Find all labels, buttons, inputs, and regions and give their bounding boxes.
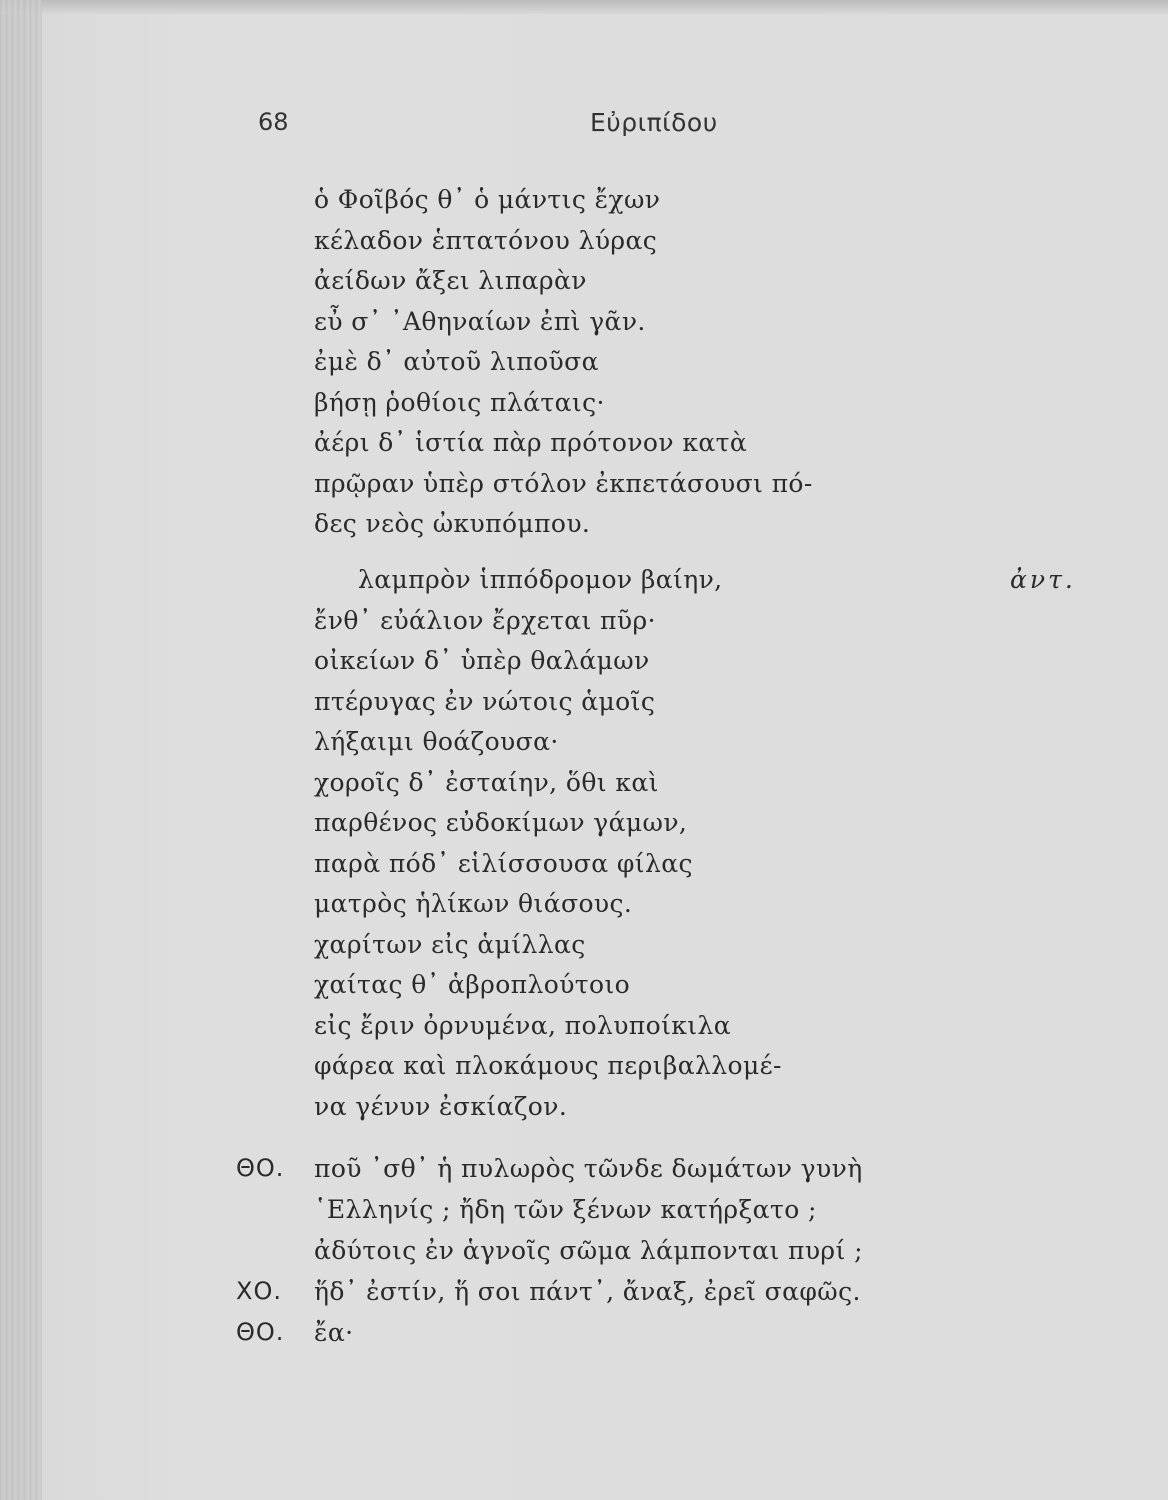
verse-line: κέλαδον ἑπτατόνου λύρας	[314, 225, 658, 255]
antistrophe-stanza	[314, 560, 1014, 1127]
speech-text: ἀδύτοις ἐν ἁγνοῖς σῶμα λάμπονται πυρί ;	[314, 1236, 863, 1265]
dialogue-block	[236, 1148, 1036, 1353]
verse-line: να γένυν ἐσκίαζον.	[314, 1091, 568, 1121]
dialogue-line	[236, 1230, 1036, 1271]
verse-line: εὖ σ᾽ ᾽Αθηναίων ἐπὶ γᾶν.	[314, 306, 646, 336]
verse-line: βήσῃ ῥοθίοις πλάταις·	[314, 387, 605, 417]
dialogue-line	[236, 1148, 1036, 1189]
verse-line: δες νεὸς ὠκυπόμπου.	[314, 509, 591, 538]
verse-line: οἰκείων δ᾽ ὑπὲρ θαλάμων	[314, 646, 650, 675]
page-top-edge	[0, 0, 1168, 14]
page-header	[0, 108, 1168, 148]
antistrophe-label: ἀντ.	[1010, 565, 1076, 594]
verse-line: φάρεα καὶ πλοκάμους περιβαλλομέ-	[314, 1051, 782, 1080]
verse-line: ματρὸς ἡλίκων θιάσους.	[314, 889, 633, 918]
verse-line: εἰς ἔριν ὀρνυμένα, πολυποίκιλα	[314, 1010, 732, 1040]
running-title: Εὐριπίδου	[590, 108, 718, 137]
speaker-label: ΧΟ.	[236, 1277, 282, 1305]
speech-text: ποῦ ᾽σθ᾽ ἡ πυλωρὸς τῶνδε δωμάτων γυνὴ	[314, 1154, 863, 1183]
verse-line: λήξαιμι θοάζουσα·	[314, 727, 559, 756]
speech-text: ἔα·	[314, 1318, 354, 1347]
verse-line: ἔνθ᾽ εὐάλιον ἔρχεται πῦρ·	[314, 605, 656, 635]
dialogue-line	[236, 1312, 1036, 1353]
verse-line: ὁ Φοῖβός θ᾽ ὁ μάντις ἔχων	[314, 185, 661, 214]
speaker-label: ΘΟ.	[236, 1318, 285, 1346]
verse-line: πτέρυγας ἐν νώτοις ἁμοῖς	[314, 686, 656, 716]
verse-line: ἐμὲ δ᾽ αὐτοῦ λιποῦσα	[314, 347, 599, 376]
verse-line: χοροῖς δ᾽ ἐσταίην, ὅθι καὶ	[314, 767, 659, 797]
verse-line: ἀείδων ἄξει λιπαρὰν	[314, 266, 587, 295]
verse-line: ἀέρι δ᾽ ἱστία πὰρ πρότονον κατὰ	[314, 428, 748, 457]
speaker-label: ΘΟ.	[236, 1154, 285, 1182]
speech-text: ῾Ελληνίς ; ἤδη τῶν ξένων κατήρξατο ;	[314, 1195, 817, 1224]
dialogue-line	[236, 1189, 1036, 1230]
verse-line: παρὰ πόδ᾽ εἱλίσσουσα φίλας	[314, 848, 693, 878]
page-binding-edge	[0, 0, 42, 1500]
verse-line: λαμπρὸν ἱππόδρομον βαίην,	[358, 565, 723, 594]
verse-line: πρῷραν ὑπὲρ στόλον ἐκπετάσουσι πό-	[314, 468, 813, 498]
verse-line: χαίτας θ᾽ ἁβροπλούτοιο	[314, 970, 631, 999]
dialogue-line	[236, 1271, 1036, 1312]
strophe-stanza	[314, 180, 1014, 545]
speech-text: ἥδ᾽ ἐστίν, ἥ σοι πάντ᾽, ἄναξ, ἐρεῖ σαφῶς.	[314, 1277, 861, 1306]
page-number: 68	[258, 108, 289, 136]
verse-line: χαρίτων εἰς ἁμίλλας	[314, 929, 586, 959]
verse-line: παρθένος εὐδοκίμων γάμων,	[314, 808, 688, 837]
